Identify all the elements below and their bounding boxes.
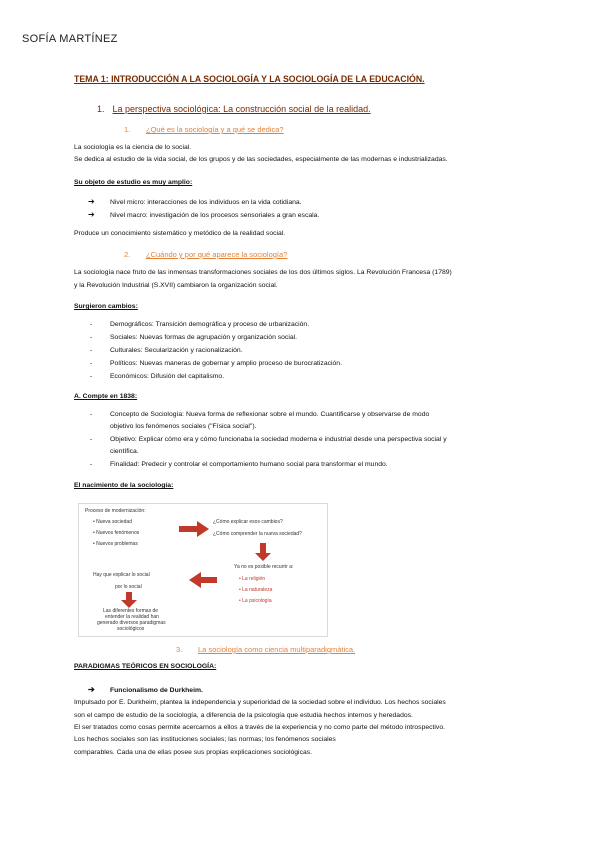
proceso-item: • Nueva sociedad: [93, 519, 132, 525]
comte-item-cont: objetivo los fenómenos sociales ("Física social").: [110, 423, 257, 430]
paragraph-line: Se dedica al estudio de la vida social, de los grupos y de las sociedades, especialmente de las modernas e industrializadas.: [74, 156, 448, 163]
subsection-2-label: ¿Cuándo y por qué aparece la sociología?: [146, 250, 288, 259]
down-arrow-icon: [255, 543, 271, 561]
paragraph-line: El ser tratados como cosas permite acercarnos a ellos a través de la experiencia y no como parte del método introspectivo.: [74, 724, 445, 731]
comte-item: - Concepto de Sociología: Nueva forma de reflexionar sobre el mundo. Cuantificarse y observarse de modo: [90, 411, 430, 418]
cambio-item: - Económicos: Difusión del capitalismo.: [90, 373, 225, 380]
arrow-bullet-icon: ➔: [88, 210, 95, 219]
section-1-label: La perspectiva sociológica: La construcción social de la realidad.: [112, 104, 371, 114]
arrow-bullet-icon: ➔: [88, 197, 95, 206]
paragraph-line: y la Revolución Industrial (S.XVII) cambiaron la organización social.: [74, 282, 278, 289]
diferentes-line: sociológicos: [117, 626, 145, 632]
ya-no-label: Ya no es posible recurrir a:: [234, 564, 294, 570]
comte-item: - Finalidad: Predecir y controlar el comportamiento humano social para transformar el mundo.: [90, 461, 388, 468]
diferentes-line: entender la realidad han: [105, 614, 159, 620]
objeto-item: [88, 197, 302, 206]
paragraph-line: La sociología nace fruto de las inmensas transformaciones sociales de los dos últimos siglos. La Revolución Francesa (1789): [74, 269, 452, 276]
subsection-1-number: 1.: [124, 125, 131, 134]
subsection-3-label: La sociología como ciencia multiparadigmática.: [198, 645, 356, 654]
left-arrow-icon: [189, 572, 217, 588]
comte-heading: A. Compte en 1838:: [74, 393, 138, 400]
ya-no-item: • La naturaleza: [239, 587, 273, 593]
subsection-2-heading: [124, 250, 287, 259]
paragraph-line: La sociología es la ciencia de lo social.: [74, 144, 192, 151]
author-name: SOFÍA MARTÍNEZ: [22, 33, 118, 45]
nacimiento-diagram: [78, 503, 328, 637]
right-arrow-icon: [179, 521, 209, 537]
cambio-text: Demográficos: Transición demográfica y proceso de urbanización.: [110, 321, 310, 328]
comte-text: Finalidad: Predecir y controlar el comportamiento humano social para transformar el mundo.: [110, 461, 388, 468]
down-arrow-icon: [121, 592, 137, 608]
proceso-label: Proceso de modernización:: [85, 508, 146, 514]
comte-text: Objetivo: Explicar cómo era y cómo funcionaba la sociedad moderna e industrial desde una perspectiva social y: [110, 436, 447, 443]
arrow-bullet-icon: ➔: [88, 685, 95, 694]
paragraph-line: Produce un conocimiento sistemático y metódico de la realidad social.: [74, 230, 286, 237]
subsection-1-heading: [124, 125, 284, 134]
cambio-text: Económicos: Difusión del capitalismo.: [110, 373, 225, 380]
ya-no-item: • La psicología: [239, 598, 272, 604]
cambio-text: Sociales: Nuevas formas de agrupación y organización social.: [110, 334, 298, 341]
comte-text: Concepto de Sociología: Nueva forma de reflexionar sobre el mundo. Cuantificarse y observarse de modo: [110, 411, 430, 418]
diferentes-line: generado diversos paradigmas: [97, 620, 166, 626]
hay-que-line: Hay que explicar lo social: [93, 572, 150, 578]
cambio-item: - Sociales: Nuevas formas de agrupación y organización social.: [90, 334, 298, 341]
section-1-heading: [97, 104, 371, 114]
paradigmas-heading: PARADIGMAS TEÓRICOS EN SOCIOLOGÍA:: [74, 663, 217, 670]
durkheim-text: Funcionalismo de Durkheim.: [110, 687, 203, 694]
subsection-3-heading: [176, 645, 355, 654]
objeto-heading: Su objeto de estudio es muy amplio:: [74, 179, 193, 186]
cambio-item: - Demográficos: Transición demográfica y proceso de urbanización.: [90, 321, 310, 328]
cambio-item: - Culturales: Secularización y racionalización.: [90, 347, 243, 354]
proceso-item: • Nuevos problemas: [93, 541, 138, 547]
subsection-2-number: 2.: [124, 250, 131, 259]
objeto-item-text: Nivel macro: investigación de los procesos sensoriales a gran escala.: [110, 212, 320, 219]
cambios-heading: Surgieron cambios:: [74, 303, 138, 310]
hay-que-line: por lo social: [115, 584, 142, 590]
objeto-item-text: Nivel micro: interacciones de los individuos en la vida cotidiana.: [110, 199, 302, 206]
paragraph-line: son el campo de estudio de la sociología, a diferencia de la psicología que estudia hechos internos y heredados.: [74, 712, 413, 719]
cambio-item: - Políticos: Nuevas maneras de gobernar y amplio proceso de burocratización.: [90, 360, 342, 367]
paragraph-line: Los hechos sociales son las instituciones sociales; las normas; los fenómenos sociales: [74, 736, 336, 743]
diferentes-line: Las diferentes formas de: [103, 608, 159, 614]
comte-item-cont: científica.: [110, 448, 139, 455]
ya-no-item: • La religión: [239, 576, 266, 582]
proceso-item: • Nuevos fenómenos: [93, 530, 140, 536]
paragraph-line: comparables. Cada una de ellas posee sus propias explicaciones sociológicas.: [74, 749, 313, 756]
question-2: ¿Cómo comprender la nueva sociedad?: [213, 531, 302, 537]
durkheim-item: [88, 685, 203, 694]
subsection-1-label: ¿Qué es la sociología y a qué se dedica?: [146, 125, 284, 134]
paragraph-line: Impulsado por E. Durkheim, plantea la independencia y superioridad de la sociedad sobre el individuo. Los hechos sociales: [74, 699, 446, 706]
section-1-number: 1.: [97, 104, 105, 114]
nacimiento-heading: El nacimiento de la sociología:: [74, 482, 174, 489]
cambio-text: Culturales: Secularización y racionalización.: [110, 347, 243, 354]
cambio-text: Políticos: Nuevas maneras de gobernar y amplio proceso de burocratización.: [110, 360, 342, 367]
objeto-item: [88, 210, 319, 219]
comte-item: - Objetivo: Explicar cómo era y cómo funcionaba la sociedad moderna e industrial desde una perspectiva social y: [90, 436, 447, 443]
subsection-3-number: 3.: [176, 645, 183, 654]
question-1: ¿Cómo explicar esos cambios?: [213, 519, 283, 525]
document-title: TEMA 1: INTRODUCCIÓN A LA SOCIOLOGÍA Y LA SOCIOLOGÍA DE LA EDUCACIÓN.: [74, 74, 425, 85]
